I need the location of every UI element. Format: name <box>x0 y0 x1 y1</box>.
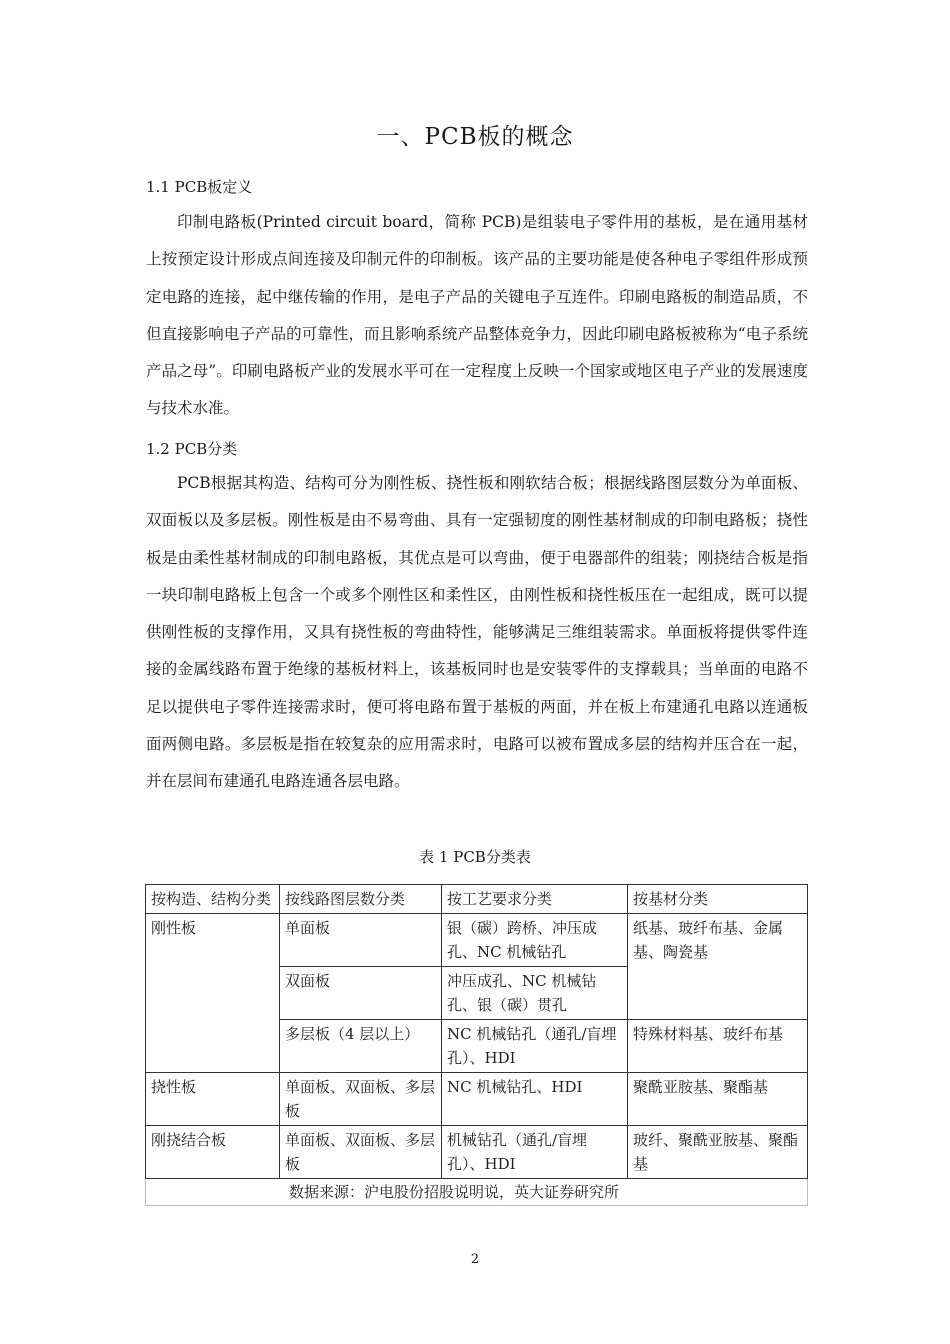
header-structure: 按构造、结构分类 <box>146 885 280 914</box>
section-heading-1-2: 1.2 PCB分类 <box>146 440 238 458</box>
cell-flex-process: NC 机械钻孔、HDI <box>442 1073 628 1126</box>
section-1-2-body: PCB根据其构造、结构可分为刚性板、挠性板和刚软结合板；根据线路图层数分为单面板、双面板以及多层板。刚性板是由不易弯曲、具有一定强韧度的刚性基材制成的印制电路板；挠性板是由柔性基材制成的印制电路板，其优点是可以弯曲，便于电器部件的组装；刚挠结合板是指一块印制电路板上包含一个或多个刚性区和柔性区，由刚性板和挠性板压在一起组成，既可以提供刚性板的支撑作用，又具有挠性板的弯曲特性，能够满足三维组装需求。单面板将提供零件连接的金属线路布置于绝缘的基板材料上，该基板同时也是安装零件的支撑载具；当单面的电路不足以提供电子零件连接需求时，便可将电路布置于基板的两面，并在板上布建通孔电路以连通板面两侧电路。多层板是指在较复杂的应用需求时，电路可以被布置成多层的结构并压合在一起，并在层间布建通孔电路连通各层电路。 <box>146 474 808 791</box>
cell-rigid-label: 刚性板 <box>146 914 280 1073</box>
cell-rigid-flex-substrate: 玻纤、聚酰亚胺基、聚酯基 <box>628 1126 808 1179</box>
cell-rigid-double-process: 冲压成孔、NC 机械钻孔、银（碳）贯孔 <box>442 967 628 1020</box>
cell-rigid-single-process: 银（碳）跨桥、冲压成孔、NC 机械钻孔 <box>442 914 628 967</box>
cell-rigid-flex-layers: 单面板、双面板、多层板 <box>280 1126 442 1179</box>
pcb-classification-table <box>145 884 808 1206</box>
cell-rigid-substrate-2: 特殊材料基、玻纤布基 <box>628 1020 808 1073</box>
table-source-row <box>146 1179 808 1206</box>
header-process: 按工艺要求分类 <box>442 885 628 914</box>
cell-flex-layers: 单面板、双面板、多层板 <box>280 1073 442 1126</box>
table-row <box>146 1126 808 1179</box>
cell-rigid-multi-process: NC 机械钻孔（通孔/盲埋孔）、HDI <box>442 1020 628 1073</box>
page-number: 2 <box>470 1252 480 1267</box>
page-title: 一、PCB板的概念 <box>376 124 574 150</box>
section-heading-1-1: 1.1 PCB板定义 <box>146 178 253 196</box>
cell-rigid-substrate-1: 纸基、玻纤布基、金属基、陶瓷基 <box>628 914 808 1020</box>
table-caption: 表 1 PCB分类表 <box>419 848 531 866</box>
table-source-note: 数据来源：沪电股份招股说明说，英大证券研究所 <box>146 1179 808 1206</box>
cell-rigid-flex-process: 机械钻孔（通孔/盲埋孔）、HDI <box>442 1126 628 1179</box>
cell-rigid-multi: 多层板（4 层以上） <box>280 1020 442 1073</box>
header-substrate: 按基材分类 <box>628 885 808 914</box>
table-header-row <box>146 885 808 914</box>
cell-rigid-double: 双面板 <box>280 967 442 1020</box>
table-row <box>146 1073 808 1126</box>
header-layers: 按线路图层数分类 <box>280 885 442 914</box>
cell-flex-substrate: 聚酰亚胺基、聚酯基 <box>628 1073 808 1126</box>
cell-rigid-single: 单面板 <box>280 914 442 967</box>
cell-flex-label: 挠性板 <box>146 1073 280 1126</box>
table-row <box>146 914 808 967</box>
cell-rigid-flex-label: 刚挠结合板 <box>146 1126 280 1179</box>
section-1-1-body: 印制电路板(Printed circuit board，简称 PCB)是组装电子零件用的基板，是在通用基材上按预定设计形成点间连接及印制元件的印制板。该产品的主要功能是使各种电子零组件形成预定电路的连接，起中继传输的作用，是电子产品的关键电子互连件。印刷电路板的制造品质，不但直接影响电子产品的可靠性，而且影响系统产品整体竞争力，因此印刷电路板被称为“电子系统产品之母”。印刷电路板产业的发展水平可在一定程度上反映一个国家或地区电子产业的发展速度与技术水准。 <box>146 213 808 418</box>
